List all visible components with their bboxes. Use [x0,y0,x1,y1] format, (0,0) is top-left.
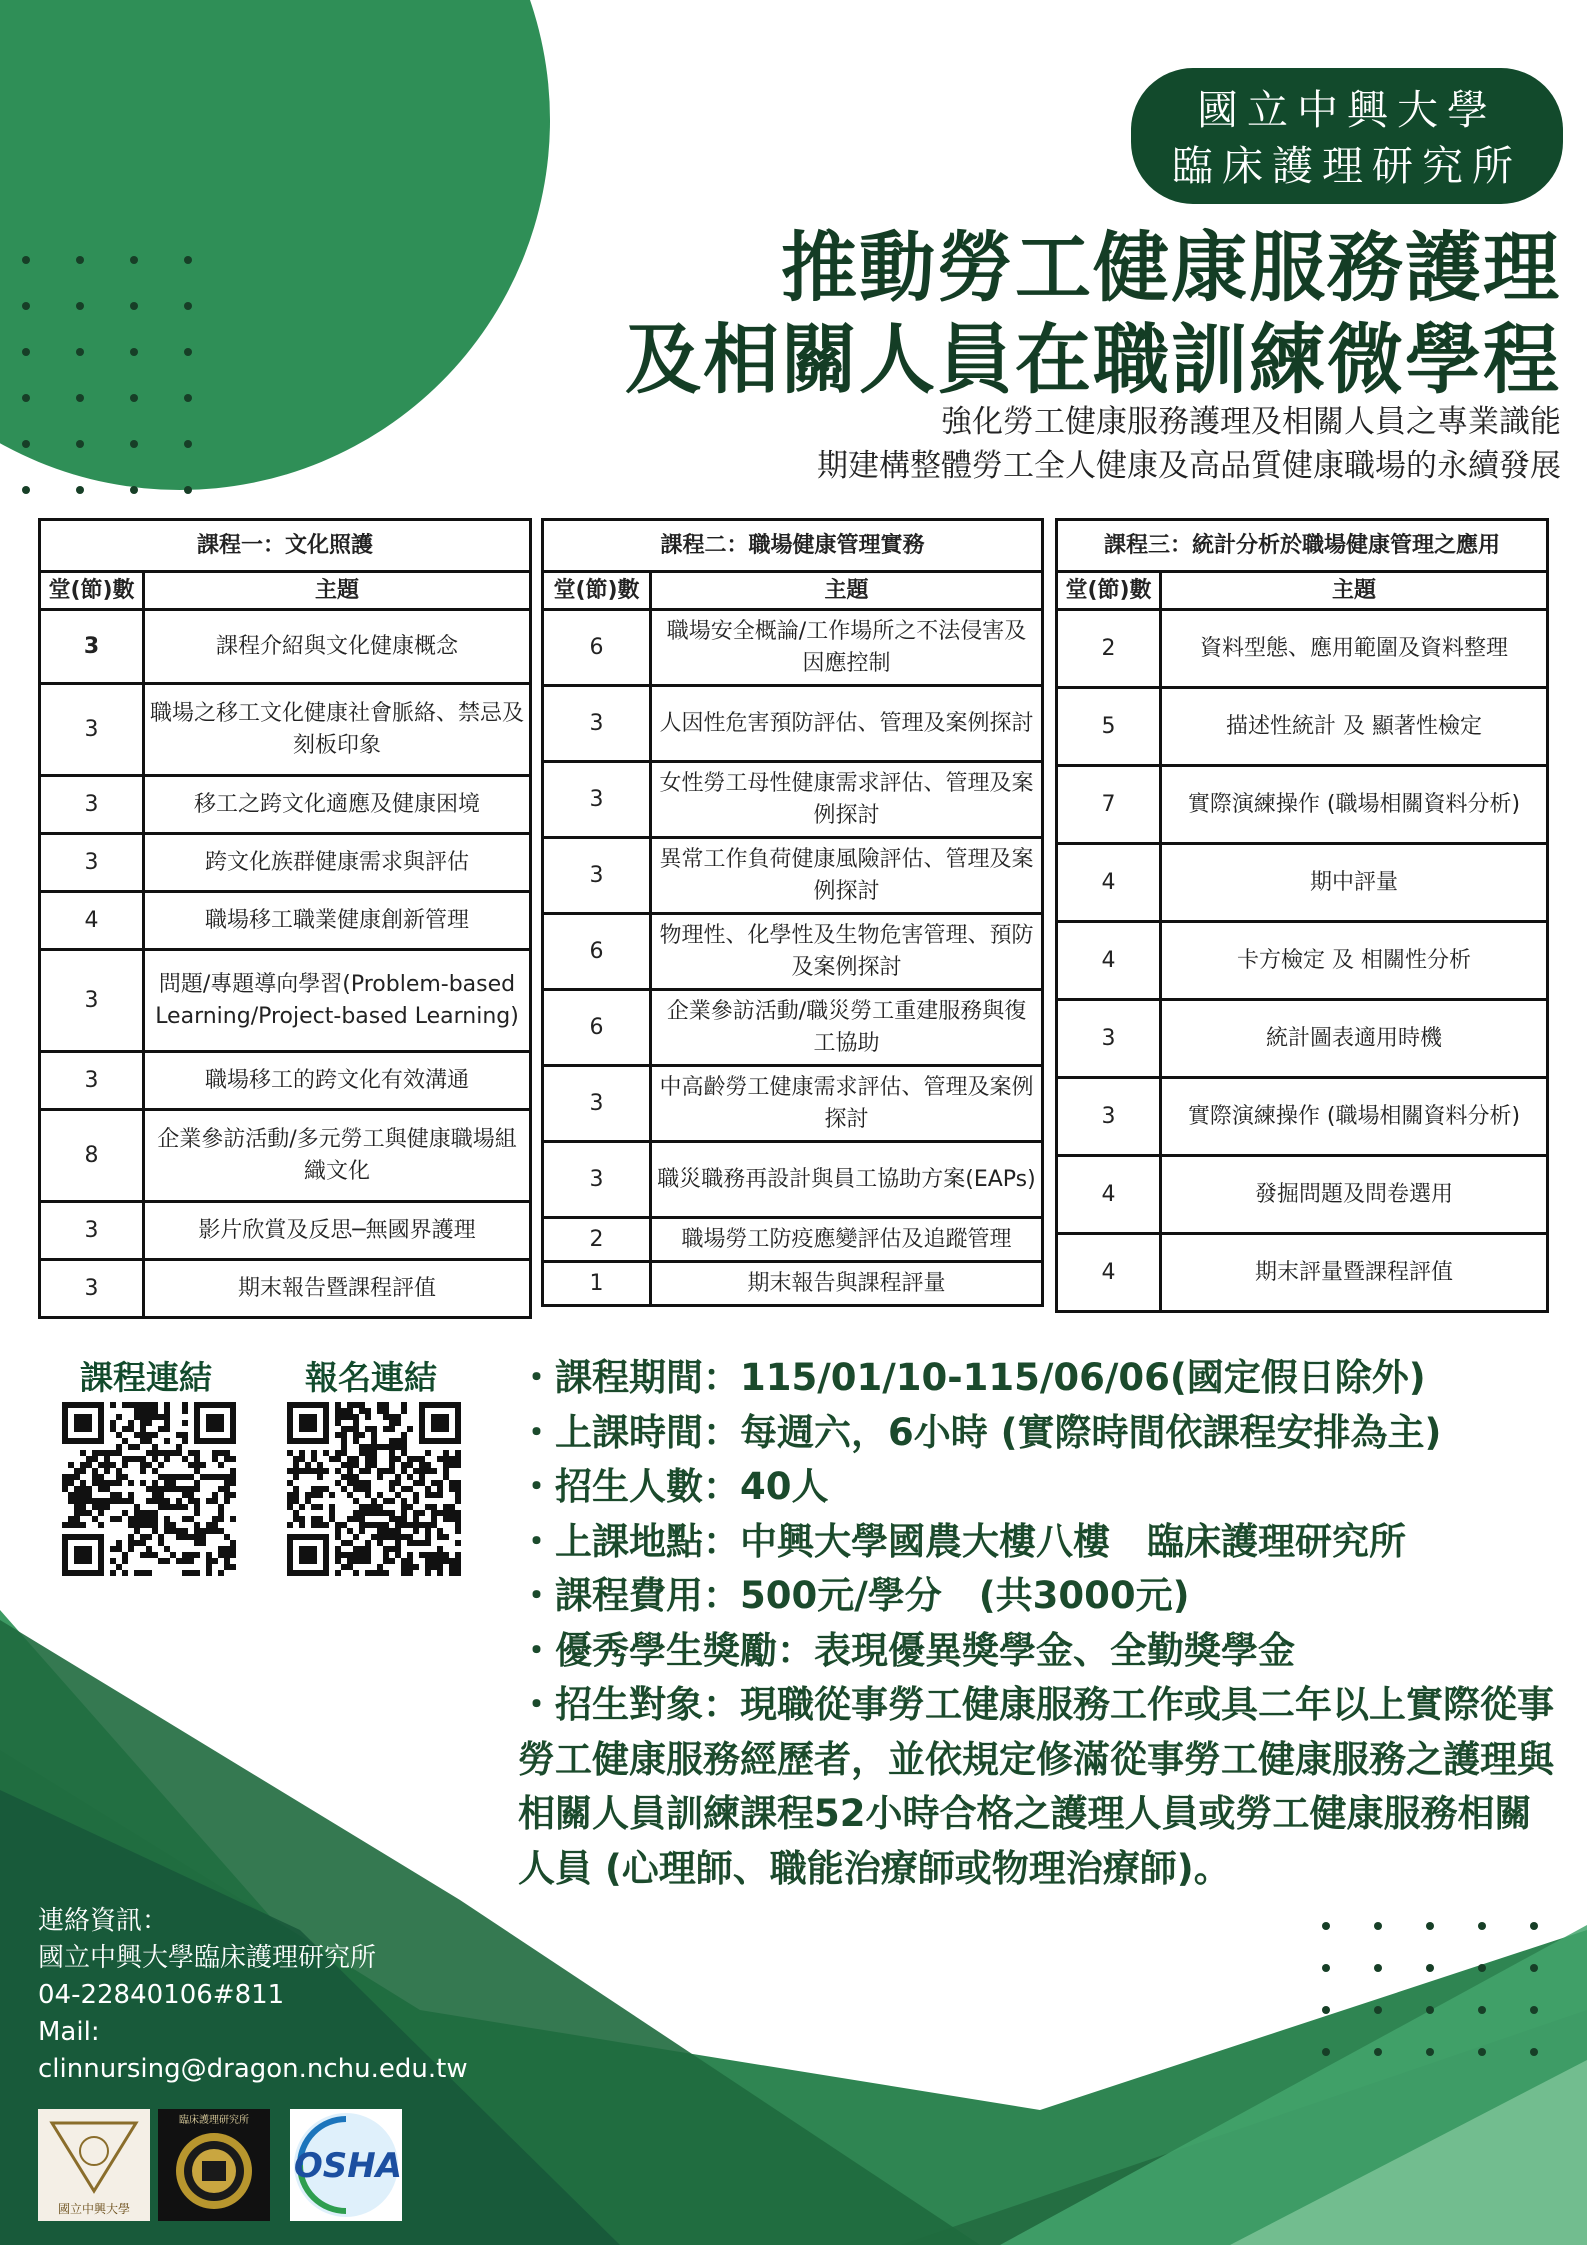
nchu-logo-text: 國立中興大學 [57,2202,131,2216]
row-topic: 女性勞工母性健康需求評估、管理及案例探討 [651,762,1043,838]
row-topic: 發掘問題及問卷選用 [1161,1156,1548,1234]
table-row [40,1052,531,1110]
row-topic: 企業參訪活動/多元勞工與健康職場組織文化 [144,1110,531,1202]
contact-heading: 連絡資訊： [38,1906,169,1936]
row-topic: 企業參訪活動/職災勞工重建服務與復工協助 [651,990,1043,1066]
row-topic: 課程介紹與文化健康概念 [144,610,531,684]
course-title: 課程三：統計分析於職場健康管理之應用 [1057,520,1548,572]
row-hours: 3 [40,834,144,892]
course-table-1 [38,518,532,1319]
row-topic: 職場勞工防疫應變評估及追蹤管理 [651,1218,1043,1262]
row-topic: 中高齡勞工健康需求評估、管理及案例探討 [651,1066,1043,1142]
row-topic: 職場移工職業健康創新管理 [144,892,531,950]
table-row [40,1260,531,1318]
row-hours: 3 [543,762,651,838]
row-topic: 問題/專題導向學習(Problem-based Learning/Project-based Learning) [144,950,531,1052]
row-topic: 人因性危害預防評估、管理及案例探討 [651,686,1043,762]
page-title [625,222,1561,406]
info-location: ・上課地點：中興大學國農大樓八樓 臨床護理研究所 [518,1519,1406,1563]
row-hours: 3 [543,1066,651,1142]
row-topic: 移工之跨文化適應及健康困境 [144,776,531,834]
info-period: ・課程期間：115/01/10-115/06/06(國定假日除外) [518,1356,1426,1399]
org-badge [1131,68,1563,204]
osha-logo-text: OSHA [293,2146,402,2186]
table-row [543,1218,1043,1262]
institute-logo [158,2109,270,2221]
row-topic: 期末報告暨課程評值 [144,1260,531,1318]
table-row [1057,922,1548,1000]
course-link-label: 課程連結 [80,1358,212,1397]
row-hours: 2 [543,1218,651,1262]
title-line-2: 及相關人員在職訓練微學程 [625,315,1561,404]
course-title: 課程一：文化照護 [40,520,531,572]
table-row [40,892,531,950]
row-hours: 2 [1057,610,1161,688]
row-topic: 資料型態、應用範圍及資料整理 [1161,610,1548,688]
table-row [1057,844,1548,922]
col-header-hours: 堂(節)數 [543,572,651,610]
contact-email[interactable]: clinnursing@dragon.nchu.edu.tw [38,2054,468,2084]
col-header-hours: 堂(節)數 [1057,572,1161,610]
row-hours: 4 [1057,922,1161,1000]
table-row [40,1202,531,1260]
course-title: 課程二：職場健康管理實務 [543,520,1043,572]
row-hours: 6 [543,610,651,686]
row-hours: 4 [40,892,144,950]
course-table-2 [541,518,1044,1307]
signup-link-label: 報名連結 [305,1358,437,1397]
row-topic: 影片欣賞及反思─無國界護理 [144,1202,531,1260]
dot-grid-bottom-right [1300,1910,1587,2090]
contact-info [38,1903,468,2088]
table-row [1057,766,1548,844]
course-info [518,1351,1568,1896]
col-header-hours: 堂(節)數 [40,572,144,610]
row-hours: 6 [543,914,651,990]
dot-grid-top-left [0,240,240,500]
row-topic: 統計圖表適用時機 [1161,1000,1548,1078]
table-row [543,686,1043,762]
org-name: 國立中興大學 [1197,86,1497,134]
col-header-topic: 主題 [1161,572,1548,610]
row-topic: 職場之移工文化健康社會脈絡、禁忌及刻板印象 [144,684,531,776]
row-topic: 期末評量暨課程評值 [1161,1234,1548,1312]
row-hours: 8 [40,1110,144,1202]
row-hours: 3 [543,686,651,762]
institute-name: 臨床護理研究所 [1172,142,1522,190]
col-header-topic: 主題 [651,572,1043,610]
contact-org: 國立中興大學臨床護理研究所 [38,1943,377,1973]
row-topic: 異常工作負荷健康風險評估、管理及案例探討 [651,838,1043,914]
row-topic: 實際演練操作 (職場相關資料分析) [1161,1078,1548,1156]
institute-logo-text: 臨床護理研究所 [179,2115,249,2126]
table-row [1057,610,1548,688]
table-row [1057,1078,1548,1156]
nchu-logo [38,2109,150,2221]
info-enrollment: ・招生人數：40人 [518,1465,829,1508]
table-row [543,610,1043,686]
table-row [40,834,531,892]
table-row [543,914,1043,990]
row-hours: 3 [40,776,144,834]
row-topic: 跨文化族群健康需求與評估 [144,834,531,892]
row-topic: 描述性統計 及 顯著性檢定 [1161,688,1548,766]
table-row [1057,688,1548,766]
row-hours: 4 [1057,1234,1161,1312]
contact-mail-label: Mail: [38,2017,100,2047]
subtitle [817,400,1561,488]
row-hours: 3 [40,1202,144,1260]
table-row [543,990,1043,1066]
table-row [40,684,531,776]
row-hours: 3 [40,1052,144,1110]
row-topic: 期末報告與課程評量 [651,1262,1043,1306]
row-hours: 3 [40,950,144,1052]
subtitle-line-2: 期建構整體勞工全人健康及高品質健康職場的永續發展 [817,448,1561,484]
table-row [40,776,531,834]
row-hours: 1 [543,1262,651,1306]
row-hours: 4 [1057,844,1161,922]
row-topic: 物理性、化學性及生物危害管理、預防及案例探討 [651,914,1043,990]
row-hours: 3 [1057,1078,1161,1156]
row-hours: 3 [543,838,651,914]
table-row [40,950,531,1052]
title-line-1: 推動勞工健康服務護理 [781,223,1561,312]
table-row [543,1066,1043,1142]
row-hours: 3 [1057,1000,1161,1078]
row-hours: 5 [1057,688,1161,766]
row-hours: 3 [40,610,144,684]
table-row [1057,1000,1548,1078]
info-time: ・上課時間：每週六，6小時 (實際時間依課程安排為主) [518,1410,1442,1454]
table-row [1057,1156,1548,1234]
info-fee: ・課程費用：500元/學分 (共3000元) [518,1574,1190,1617]
signup-qr-code[interactable] [285,1402,463,1576]
contact-phone: 04-22840106#811 [38,1980,285,2010]
row-topic: 實際演練操作 (職場相關資料分析) [1161,766,1548,844]
row-topic: 職災職務再設計與員工協助方案(EAPs) [651,1142,1043,1218]
row-hours: 3 [40,1260,144,1318]
row-hours: 6 [543,990,651,1066]
table-row [543,838,1043,914]
row-topic: 期中評量 [1161,844,1548,922]
table-row [40,610,531,684]
row-hours: 3 [543,1142,651,1218]
table-row [543,1142,1043,1218]
table-row [40,1110,531,1202]
osha-logo [290,2109,402,2221]
table-row [543,762,1043,838]
course-table-3 [1055,518,1549,1313]
subtitle-line-1: 強化勞工健康服務護理及相關人員之專業識能 [941,404,1561,440]
row-topic: 職場安全概論/工作場所之不法侵害及因應控制 [651,610,1043,686]
row-topic: 卡方檢定 及 相關性分析 [1161,922,1548,1000]
row-hours: 7 [1057,766,1161,844]
course-qr-code[interactable] [60,1402,238,1576]
info-scholarship: ・優秀學生獎勵：表現優異獎學金、全勤獎學金 [518,1628,1295,1672]
col-header-topic: 主題 [144,572,531,610]
row-hours: 4 [1057,1156,1161,1234]
table-row [1057,1234,1548,1312]
row-topic: 職場移工的跨文化有效溝通 [144,1052,531,1110]
info-eligibility: ・招生對象：現職從事勞工健康服務工作或具二年以上實際從事勞工健康服務經歷者，並依規定修滿從事勞工健康服務之護理與相關人員訓練課程52小時合格之護理人員或勞工健康服務相關人員 (心理師、職能治療師或物理治療師)。 [518,1683,1554,1890]
table-row [543,1262,1043,1306]
row-hours: 3 [40,684,144,776]
